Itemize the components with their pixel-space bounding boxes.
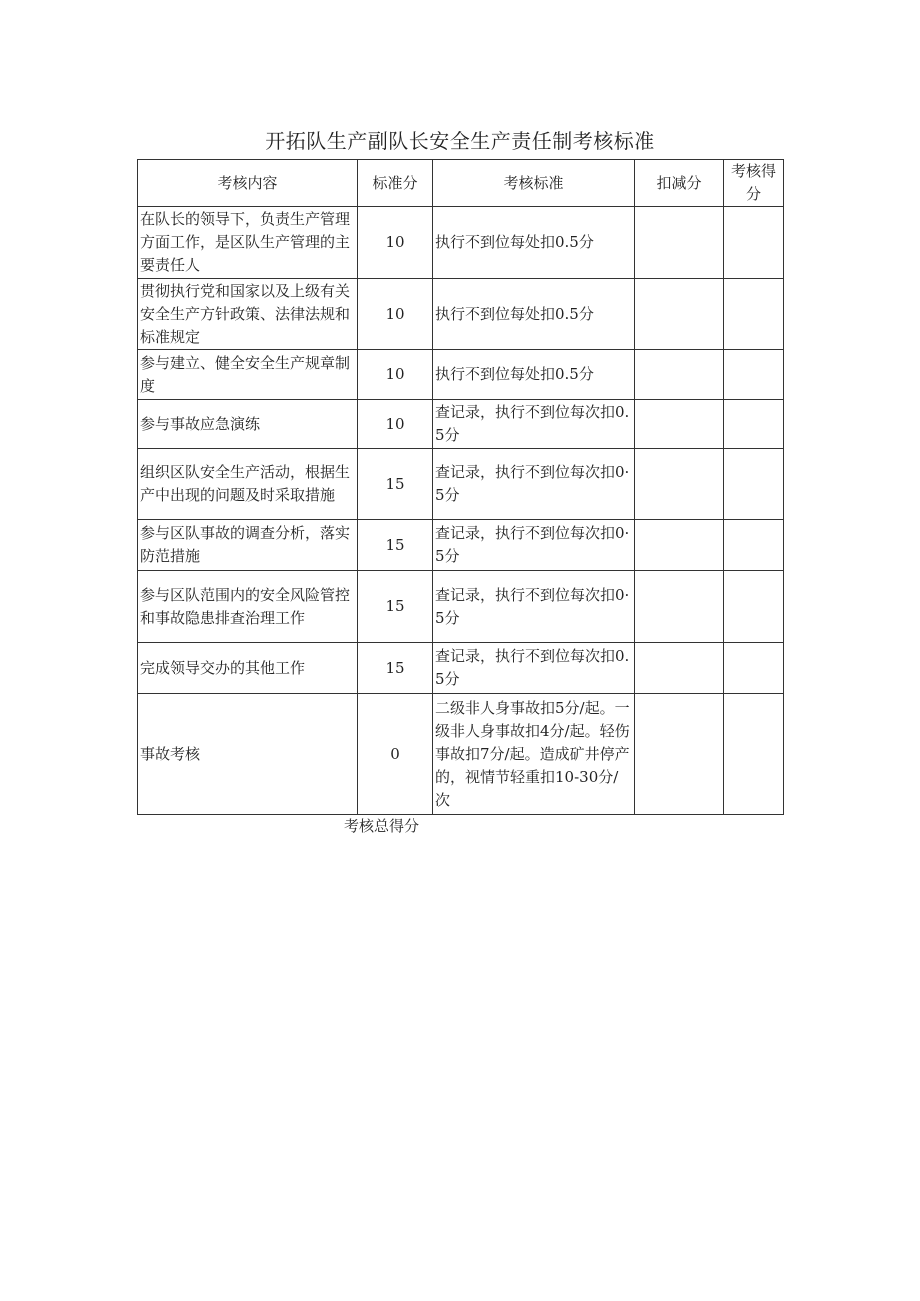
table-row	[138, 400, 784, 449]
row-standard: 执行不到位每处扣0.5分	[433, 207, 635, 279]
table-row	[138, 207, 784, 279]
row-standard: 查记录，执行不到位每次扣0·5分	[433, 571, 635, 643]
row-result-cell	[724, 449, 784, 520]
header-result: 考核得分	[724, 160, 784, 207]
row-deduct-cell	[635, 449, 724, 520]
header-score: 标准分	[358, 160, 433, 207]
row-standard: 执行不到位每处扣0.5分	[433, 279, 635, 350]
row-result-cell	[724, 643, 784, 694]
row-score: 0	[358, 694, 433, 815]
header-content: 考核内容	[138, 160, 358, 207]
header-deduct: 扣减分	[635, 160, 724, 207]
row-result-cell	[724, 400, 784, 449]
row-result-cell	[724, 350, 784, 400]
document-title: 开拓队生产副队长安全生产责任制考核标准	[265, 129, 655, 153]
row-score: 15	[358, 643, 433, 694]
row-content: 在队长的领导下，负责生产管理方面工作，是区队生产管理的主要责任人	[138, 207, 358, 279]
row-deduct-cell	[635, 350, 724, 400]
row-result-cell	[724, 279, 784, 350]
table-row	[138, 279, 784, 350]
row-standard: 查记录，执行不到位每次扣0·5分	[433, 449, 635, 520]
table-row	[138, 449, 784, 520]
table-row	[138, 694, 784, 815]
row-score: 15	[358, 449, 433, 520]
row-content: 参与建立、健全安全生产规章制度	[138, 350, 358, 400]
row-result-cell	[724, 520, 784, 571]
row-score: 10	[358, 279, 433, 350]
row-score: 10	[358, 350, 433, 400]
row-content: 贯彻执行党和国家以及上级有关安全生产方针政策、法律法规和标准规定	[138, 279, 358, 350]
table-row	[138, 643, 784, 694]
assessment-table	[137, 159, 784, 815]
row-content: 事故考核	[138, 694, 358, 815]
row-content: 参与区队事故的调查分析，落实防范措施	[138, 520, 358, 571]
row-deduct-cell	[635, 520, 724, 571]
row-score: 15	[358, 571, 433, 643]
row-standard: 查记录，执行不到位每次扣0.5分	[433, 400, 635, 449]
total-score-label: 考核总得分	[344, 817, 420, 835]
row-deduct-cell	[635, 400, 724, 449]
row-result-cell	[724, 207, 784, 279]
table-header-row	[138, 160, 784, 207]
header-standard: 考核标准	[433, 160, 635, 207]
row-result-cell	[724, 571, 784, 643]
row-content: 完成领导交办的其他工作	[138, 643, 358, 694]
row-content: 参与区队范围内的安全风险管控和事故隐患排查治理工作	[138, 571, 358, 643]
row-standard: 执行不到位每处扣0.5分	[433, 350, 635, 400]
row-deduct-cell	[635, 643, 724, 694]
table-row	[138, 520, 784, 571]
row-score: 10	[358, 207, 433, 279]
row-score: 15	[358, 520, 433, 571]
row-standard: 查记录，执行不到位每次扣0·5分	[433, 520, 635, 571]
row-standard: 二级非人身事故扣5分/起。一级非人身事故扣4分/起。轻伤事故扣7分/起。造成矿井停产的，视情节轻重扣10-30分/次	[433, 694, 635, 815]
row-deduct-cell	[635, 571, 724, 643]
table-row	[138, 350, 784, 400]
row-score: 10	[358, 400, 433, 449]
table-row	[138, 571, 784, 643]
row-content: 组织区队安全生产活动，根据生产中出现的问题及时采取措施	[138, 449, 358, 520]
row-deduct-cell	[635, 207, 724, 279]
row-deduct-cell	[635, 279, 724, 350]
row-result-cell	[724, 694, 784, 815]
row-content: 参与事故应急演练	[138, 400, 358, 449]
row-deduct-cell	[635, 694, 724, 815]
row-standard: 查记录，执行不到位每次扣0.5分	[433, 643, 635, 694]
